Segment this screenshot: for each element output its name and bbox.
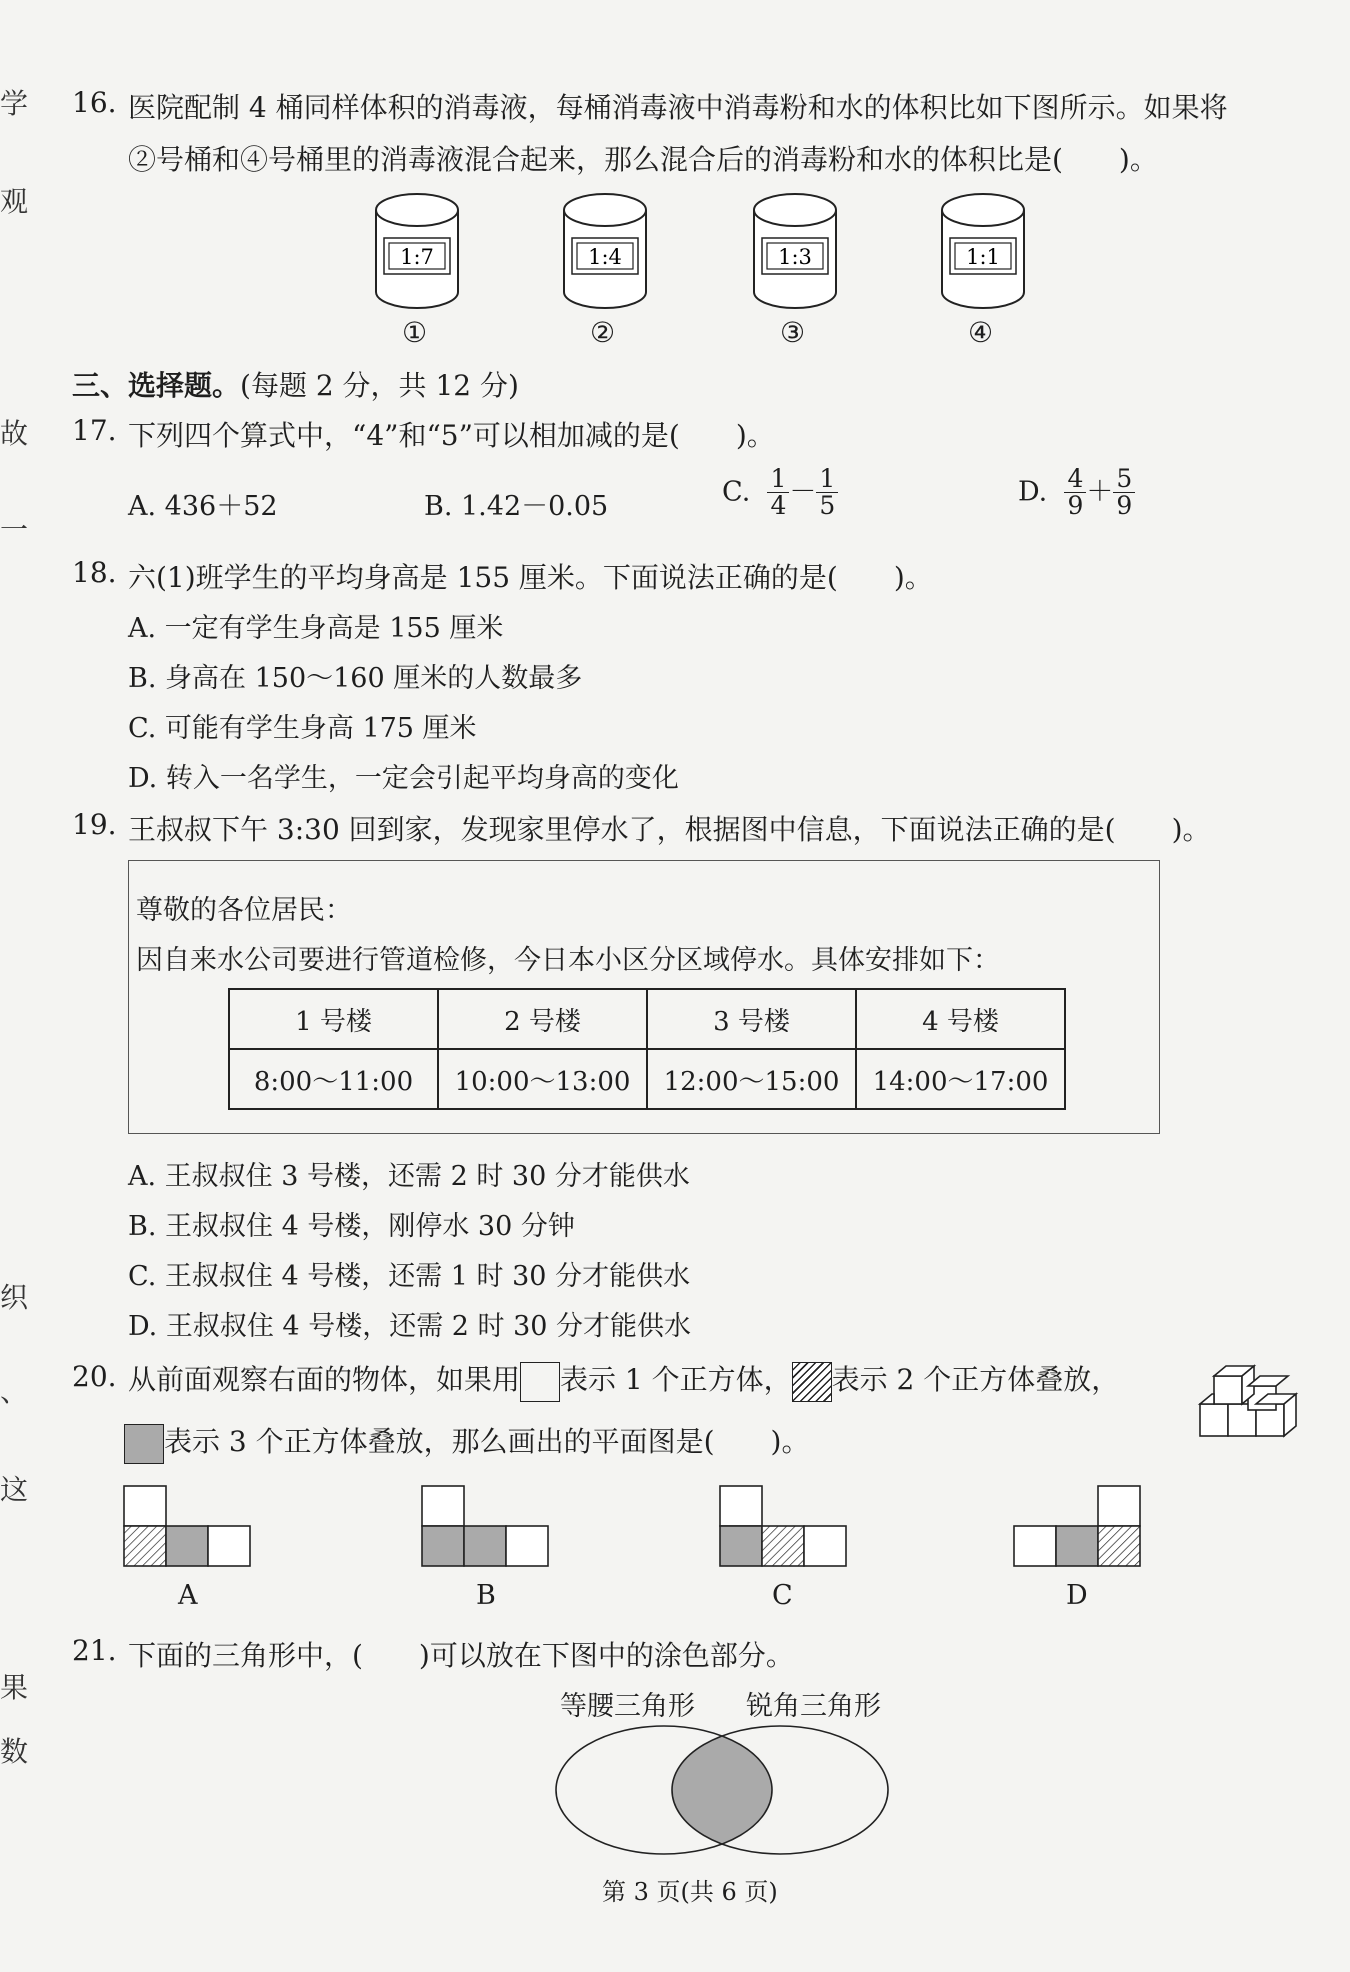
operator: ＋ xyxy=(1086,476,1114,508)
q20-text-a: 从前面观察右面的物体，如果用 xyxy=(128,1363,521,1396)
table-cell: 8:00～11:00 xyxy=(229,1049,438,1109)
table-cell: 14:00～17:00 xyxy=(856,1049,1065,1109)
barrel-label: ② xyxy=(590,316,616,349)
q20-figure-d xyxy=(1012,1484,1142,1568)
operator: － xyxy=(789,476,817,508)
q19-number: 19. xyxy=(72,808,117,841)
q20-figure-a xyxy=(122,1484,252,1568)
q20-option-label: B xyxy=(476,1580,496,1611)
margin-char: 数 xyxy=(0,1735,29,1768)
q18-option-d: D. 转入一名学生，一定会引起平均身高的变化 xyxy=(128,763,679,794)
q18-option-b: B. 身高在 150～160 厘米的人数最多 xyxy=(128,663,583,694)
barrel-label: ① xyxy=(402,316,428,349)
q19-option-a: A. 王叔叔住 3 号楼，还需 2 时 30 分才能供水 xyxy=(128,1161,690,1192)
barrel-ratio: 1:3 xyxy=(778,245,812,269)
q19-option-b: B. 王叔叔住 4 号楼，刚停水 30 分钟 xyxy=(128,1211,575,1242)
margin-char: 故 xyxy=(0,417,29,450)
q20-option-label: D xyxy=(1066,1580,1088,1611)
table-header: 3 号楼 xyxy=(647,989,856,1049)
q20-text-d: 表示 3 个正方体叠放，那么画出的平面图是( )。 xyxy=(164,1425,810,1458)
q20-figure-c xyxy=(718,1484,848,1568)
margin-char: 、 xyxy=(0,1375,29,1408)
q19-text: 王叔叔下午 3:30 回到家，发现家里停水了，根据图中信息，下面说法正确的是( )。 xyxy=(128,813,1211,846)
q16-number: 16. xyxy=(72,86,117,119)
q20-number: 20. xyxy=(72,1360,117,1393)
q17-number: 17. xyxy=(72,414,117,447)
q17-option-c xyxy=(722,466,838,520)
q20-text-line1 xyxy=(128,1358,1119,1402)
q21-number: 21. xyxy=(72,1634,117,1667)
barrel-3 xyxy=(750,186,840,314)
notice-greeting: 尊敬的各位居民： xyxy=(136,895,352,926)
notice-body: 因自来水公司要进行管道检修，今日本小区分区域停水。具体安排如下： xyxy=(136,945,1000,976)
q17-option-b: B. 1.42－0.05 xyxy=(424,491,609,522)
q20-option-label: A xyxy=(178,1580,198,1611)
barrel-ratio: 1:1 xyxy=(966,245,1000,269)
venn-label-right: 锐角三角形 xyxy=(746,1691,881,1722)
barrel-ratio: 1:4 xyxy=(588,245,622,269)
margin-char: 观 xyxy=(0,185,29,218)
q18-option-c: C. 可能有学生身高 175 厘米 xyxy=(128,713,477,744)
barrel-label: ③ xyxy=(780,316,806,349)
section-title: 三、选择题。 xyxy=(72,369,241,402)
table-cell: 10:00～13:00 xyxy=(438,1049,647,1109)
q20-text-b: 表示 1 个正方体， xyxy=(560,1363,792,1396)
q17-option-d xyxy=(1018,466,1135,520)
q20-option-label: C xyxy=(772,1580,793,1611)
q18-option-a: A. 一定有学生身高是 155 厘米 xyxy=(128,613,504,644)
option-d-label: D. xyxy=(1018,476,1048,508)
margin-char: 学 xyxy=(0,87,29,120)
venn-label-left: 等腰三角形 xyxy=(560,1691,695,1722)
barrel-4 xyxy=(938,186,1028,314)
section-note: (每题 2 分，共 12 分) xyxy=(240,369,519,402)
margin-char: 织 xyxy=(0,1281,29,1314)
q19-option-c: C. 王叔叔住 4 号楼，还需 1 时 30 分才能供水 xyxy=(128,1261,691,1292)
table-row xyxy=(229,1049,1065,1109)
margin-char: 果 xyxy=(0,1671,29,1704)
venn-diagram xyxy=(552,1722,892,1858)
barrel-1 xyxy=(372,186,462,314)
schedule-table xyxy=(228,988,1066,1110)
cube-stack-figure xyxy=(1196,1356,1322,1446)
fraction: $\frac{1}{5}$ xyxy=(816,466,838,520)
q16-text-line1: 医院配制 4 桶同样体积的消毒液，每桶消毒液中消毒粉和水的体积比如下图所示。如果将 xyxy=(128,91,1228,124)
legend-three-cubes xyxy=(124,1424,164,1464)
q21-text: 下面的三角形中，( )可以放在下图中的涂色部分。 xyxy=(128,1639,794,1672)
margin-char: 一 xyxy=(0,513,29,546)
legend-single-cube xyxy=(520,1362,560,1402)
table-header: 2 号楼 xyxy=(438,989,647,1049)
barrel-label: ④ xyxy=(968,316,994,349)
table-cell: 12:00～15:00 xyxy=(647,1049,856,1109)
table-row xyxy=(229,989,1065,1049)
barrel-2 xyxy=(560,186,650,314)
q20-figure-b xyxy=(420,1484,550,1568)
table-header: 1 号楼 xyxy=(229,989,438,1049)
legend-two-cubes xyxy=(792,1362,832,1402)
page-footer: 第 3 页(共 6 页) xyxy=(602,1878,778,1906)
fraction: $\frac{4}{9}$ xyxy=(1064,466,1086,520)
fraction: $\frac{5}{9}$ xyxy=(1113,466,1135,520)
q16-text-line2: ②号桶和④号桶里的消毒液混合起来，那么混合后的消毒粉和水的体积比是( )。 xyxy=(128,143,1158,176)
q17-text: 下列四个算式中，“4”和“5”可以相加减的是( )。 xyxy=(128,419,775,452)
q19-option-d: D. 王叔叔住 4 号楼，还需 2 时 30 分才能供水 xyxy=(128,1311,692,1342)
option-c-label: C. xyxy=(722,476,751,508)
table-header: 4 号楼 xyxy=(856,989,1065,1049)
q18-text: 六(1)班学生的平均身高是 155 厘米。下面说法正确的是( )。 xyxy=(128,561,933,594)
q17-option-a: A. 436＋52 xyxy=(128,491,278,522)
fraction: $\frac{1}{4}$ xyxy=(767,466,789,520)
q20-text-c: 表示 2 个正方体叠放， xyxy=(831,1363,1120,1396)
barrel-ratio: 1:7 xyxy=(400,245,434,269)
q18-number: 18. xyxy=(72,556,117,589)
q20-text-line2 xyxy=(124,1420,809,1464)
margin-char: 这 xyxy=(0,1473,29,1506)
section-heading xyxy=(72,364,519,404)
